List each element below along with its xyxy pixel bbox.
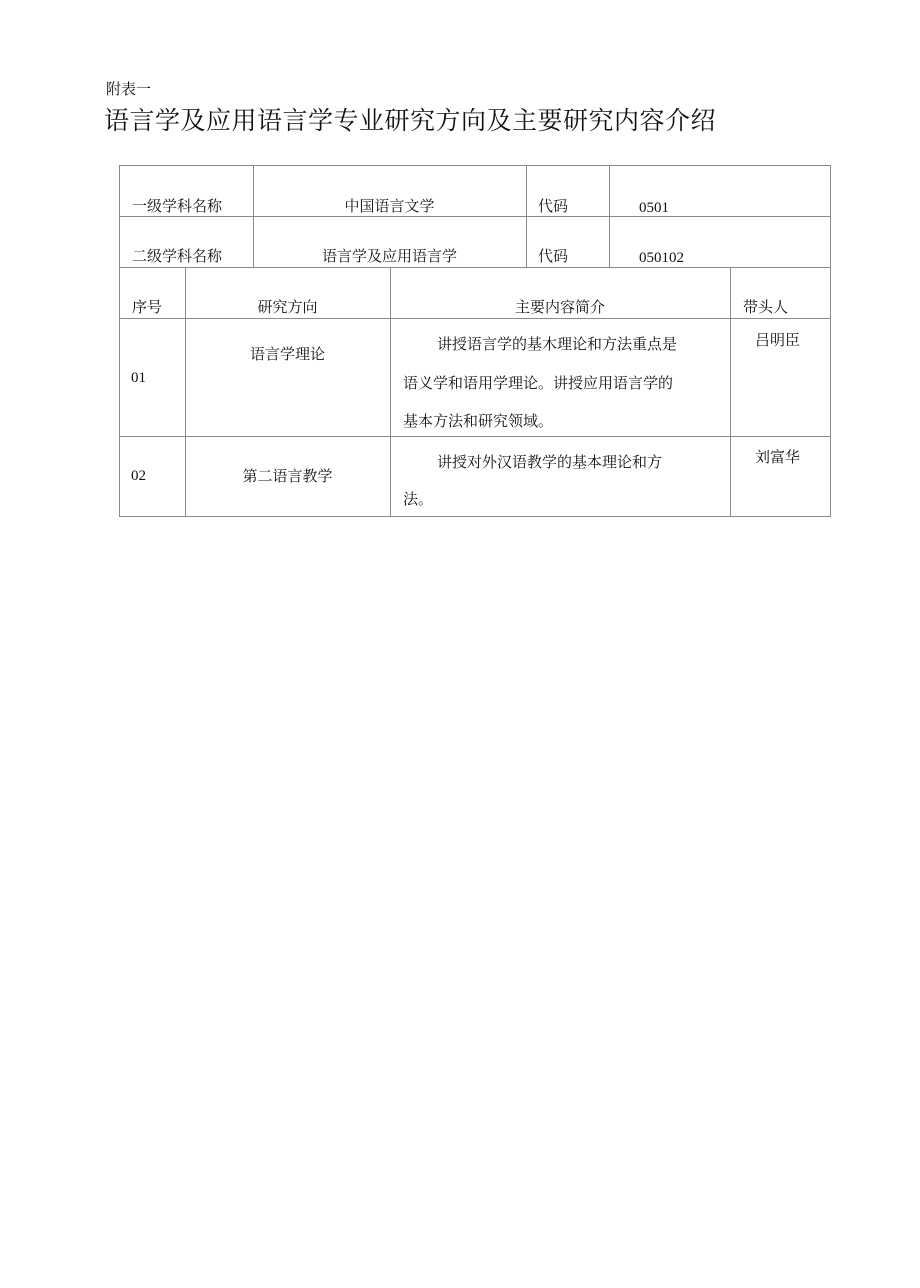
level2-name: 语言学及应用语言学 (321, 247, 457, 265)
column-header-direction: 研究方向 (257, 298, 318, 316)
column-header-content: 主要内容简介 (514, 298, 605, 316)
row-direction: 第二语言教学 (242, 467, 333, 485)
level1-name: 中国语言文学 (344, 197, 435, 215)
level1-label: 一级学科名称 (132, 197, 223, 215)
level1-code-label: 代码 (538, 197, 569, 215)
column-header-number: 序号 (132, 298, 163, 316)
level2-code: 050102 (639, 250, 684, 266)
table-rule-row1 (119, 216, 831, 217)
row-leader: 吕明臣 (755, 331, 801, 349)
row-direction: 语言学理论 (249, 345, 325, 363)
row-content-line: 语义学和语用学理论。讲授应用语言学的 (403, 374, 674, 392)
table-rule-col-leader (730, 267, 731, 517)
level2-code-label: 代码 (538, 247, 569, 265)
document-title: 语言学及应用语言学专业研究方向及主要研究内容介绍 (104, 106, 717, 135)
row-leader: 刘富华 (755, 448, 801, 466)
row-content-line: 讲授对外汉语教学的基本理论和方 (437, 453, 663, 471)
table-rule-col-code (609, 165, 610, 268)
table-border-left (119, 165, 120, 517)
row-content-line: 基本方法和研究领域。 (403, 412, 554, 430)
table-rule-header (119, 318, 831, 319)
column-header-leader: 带头人 (743, 298, 789, 316)
table-border-bottom (119, 516, 831, 517)
table-border-top (119, 165, 831, 166)
table-rule-row2 (119, 267, 831, 268)
row-number: 01 (131, 370, 146, 386)
table-border-right (830, 165, 831, 517)
row-content-line: 讲授语言学的基木理论和方法重点是 (437, 335, 678, 353)
attachment-label: 附表一 (106, 80, 152, 98)
table-rule-col-code-label (526, 165, 527, 268)
level2-label: 二级学科名称 (132, 247, 223, 265)
info-table (119, 165, 831, 517)
row-content-line: 法。 (403, 490, 434, 508)
row-number: 02 (131, 468, 146, 484)
level1-code: 0501 (639, 200, 669, 216)
